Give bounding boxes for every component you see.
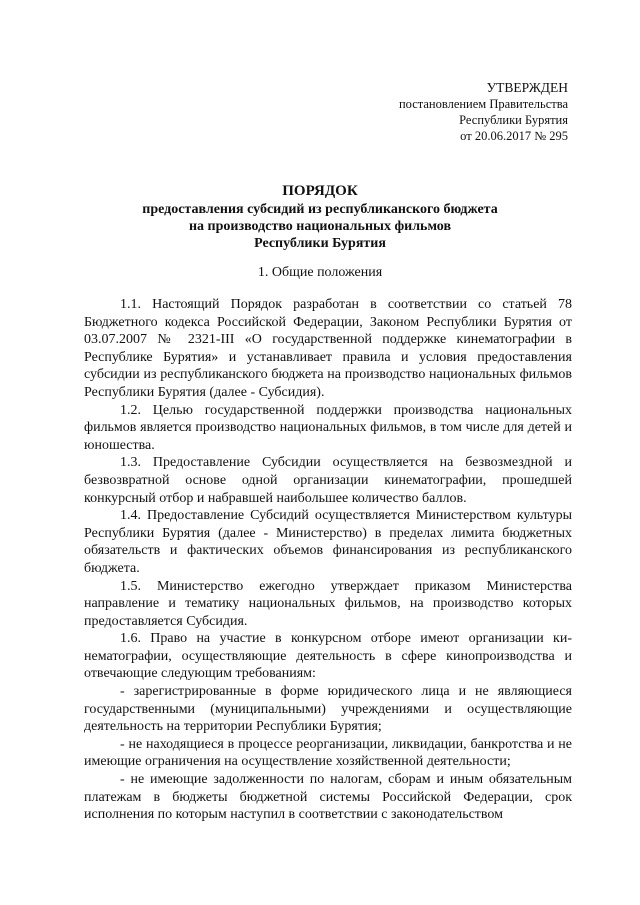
approval-date: от 20.06.2017 № 295 [460,129,568,143]
approval-region: Республики Бурятия [459,113,568,127]
paragraph-1-4: 1.4. Предоставление Субсидий осуществляется Министерством культуры Республики Бурятия (далее - Министерство) в пределах лимита бюджетных обязательств и фактических объемов финансирования из республиканского бюджета. [84,508,572,576]
title-line-1: предоставления субсидий из республиканского бюджета [142,202,498,217]
title-main: ПОРЯДОК [282,183,358,199]
document-title [0,181,640,252]
section-heading: 1. Общие положения [257,265,383,280]
paragraph-1-6: 1.6. Право на участие в конкурсном отборе имеют организации кинематографии, осуществляющие деятельность в сфере кинопроизводства и отвечающие следующим требованиям: [84,631,572,682]
requirement-item: - не находящиеся в процессе реорганизации, ликвидации, банкротства и не имеющие ограничения на осуществление хозяйственной деятельности; [84,736,572,770]
paragraph-1-2: 1.2. Целью государственной поддержки производства национальных фильмов является производство национальных фильмов, в том числе для детей и юношества. [84,402,572,453]
title-line-2: на производство национальных фильмов [188,219,452,234]
approval-heading: УТВЕРЖДЕН [486,80,568,95]
paragraph-1-5: 1.5. Министерство ежегодно утверждает приказом Министерства направление и тематику национальных фильмов, на производство которых предоставляется Субсидия. [84,578,572,629]
title-line-3: Республики Бурятия [254,236,386,251]
paragraph-1-3: 1.3. Предоставление Субсидии осуществляется на безвозмездной и безвозвратной основе одной организации кинематографии, прошедшей конкурсный отбор и набравшей наибольшее количество баллов. [84,455,572,506]
requirement-item: - зарегистрированные в форме юридического лица и не являющиеся государственными (муниципальными) учреждениями и осуществляющие деятельность на территории Республики Бурятия; [84,684,572,735]
requirement-item: - не имеющие задолженности по налогам, сборам и иным обязательным платежам в бюджеты бюджетной системы Российской Федерации, срок исполнения по которым наступил в соответствии с законодательством [84,772,572,823]
approval-authority: постановлением Правительства [398,97,568,111]
approval-stamp [399,80,568,144]
paragraph-1-1: 1.1. Настоящий Порядок разработан в соответствии со статьей 78 Бюджетного кодекса Российской Федерации, Законом Республики Бурятия от 03.07.2007 № 2321-III «О государственной поддержке кинематографии в Республике Бурятия» и устанавливает правила и условия предоставления субсидии из республиканского бюджета на производство национальных фильмов Республики Бурятия (далее - Субсидия). [84,297,572,400]
document-body [84,296,572,824]
